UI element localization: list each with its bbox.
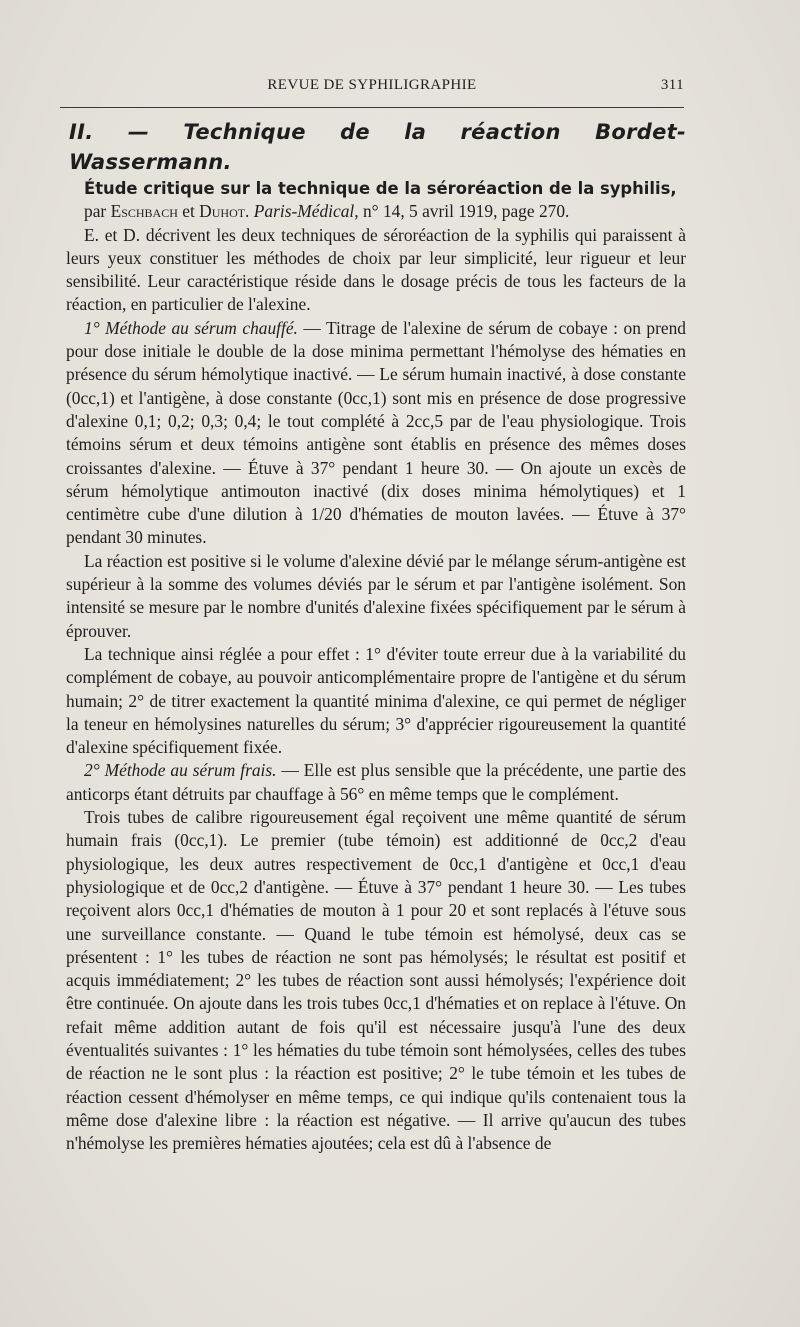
paragraph-intro: E. et D. décrivent les deux techniques de séroréaction de la syphilis qui paraissent à leurs yeux constituer les méthodes de choix par leur simplicité, leur rigueur et leur sensibilité. Leur caractéristique réside dans le dosage précis de tous les facteurs de la réaction, en particulier de l'alexine. [66,224,686,315]
page-number: 311 [660,77,684,93]
method-1-label: 1° Méthode au sérum chauffé. [84,317,298,338]
byline-and: et [182,201,195,222]
byline-prefix: par [84,201,107,222]
method-2-text: — Elle est plus sensible que la précédente, une partie des anticorps étant détruits par chauffage à 56° en même temps que le complément. [66,760,686,804]
paragraph-method-1 [66,317,686,550]
section-title: II. — Technique de la réaction Bordet-Wassermann. [69,120,686,174]
author-duhot: Duhot. [199,201,250,222]
header-rule [60,107,684,108]
paragraph-three-tubes: Trois tubes de calibre rigoureusement égal reçoivent une même quantité de sérum humain frais (0cc,1). Le premier (tube témoin) est additionné de 0cc,2 d'eau physiologique, les deux autres respectivement de 0cc,1 d'antigène et 0cc,1 d'eau physiologique et de 0cc,2 d'antigène. — Étuve à 37° pendant 1 heure 30. — Les tubes reçoivent alors 0cc,1 d'hématies de mouton à 1 pour 20 et sont replacés à l'étuve sous une surveillance constante. — Quand le tube témoin est hémolysé, deux cas se présentent : 1° les tubes de réaction ne sont pas hémolysés; le résultat est positif et acquis immédiatement; 2° les tubes de réaction sont aussi hémolysés; l'expérience doit être continuée. On ajoute dans les trois tubes 0cc,1 d'hématies et on replace à l'étuve. On refait même addition autant de fois qu'il est nécessaire jusqu'à l'une des deux éventualités suivantes : 1° les hématies du tube témoin sont hémolysées, celles des tubes de réaction ne le sont plus : la réaction est positive; 2° le tube témoin et les tubes de réaction cessent d'hémolyser en même temps, ce qui indique qu'ils contenaient tous la même dose d'alexine libre : la réaction est négative. — Il arrive qu'aucun des tubes n'hémolyse les premières hématies ajoutées; cela est dû à l'absence de [66,807,686,1154]
running-title: REVUE DE SYPHILIGRAPHIE [267,77,477,93]
author-eschbach: Eschbach [110,201,178,222]
article-byline [66,200,686,223]
paragraph-method-2 [66,759,686,806]
running-header [60,77,684,99]
paragraph-technique-effects: La technique ainsi réglée a pour effet : 1° d'éviter toute erreur due à la variabilité du complément de cobaye, au pouvoir anticomplémentaire propre de l'antigène et du sérum humain; 2° de titrer exactement la quantité minima d'alexine, ce qui permet de négliger la teneur en hémolysines naturelles du sérum; 3° d'apprécier rigoureusement la quantité d'alexine spécifiquement fixée. [66,643,686,758]
method-2-label: 2° Méthode au sérum frais. [84,760,277,781]
method-1-text: — Titrage de l'alexine de sérum de cobaye : on prend pour dose initiale le double de la dose minima permettant l'hémolyse des hématies en présence du sérum hémolytique inactivé. — Le sérum humain inactivé, à dose constante (0cc,1) et l'antigène, à dose constante (0cc,1) sont mis en présence de dose progressive d'alexine 0,1; 0,2; 0,3; 0,4; le tout complété à 2cc,5 par de l'eau physiologique. Trois témoins sérum et deux témoins antigène sont établis en présence des mêmes doses croissantes d'alexine. — Étuve à 37° pendant 1 heure 30. — On ajoute un excès de sérum hémolytique antimouton inactivé (dix doses minima hémolytiques) et 1 centimètre cube d'une dilution à 1/20 d'hématies de mouton lavées. — Étuve à 37° pendant 30 minutes. [66,317,686,548]
paragraph-positive-reaction: La réaction est positive si le volume d'alexine dévié par le mélange sérum-antigène est supérieur à la somme des volumes déviés par le sérum et par l'antigène isolément. Son intensité se mesure par le nombre d'unités d'alexine fixées spécifiquement par le sérum à éprouver. [66,550,686,641]
page-body [66,117,686,1155]
article-title: Étude critique sur la technique de la séroréaction de la syphilis, [84,179,677,198]
journal-name: Paris-Médical, [253,201,359,222]
citation: n° 14, 5 avril 1919, page 270. [362,201,570,222]
